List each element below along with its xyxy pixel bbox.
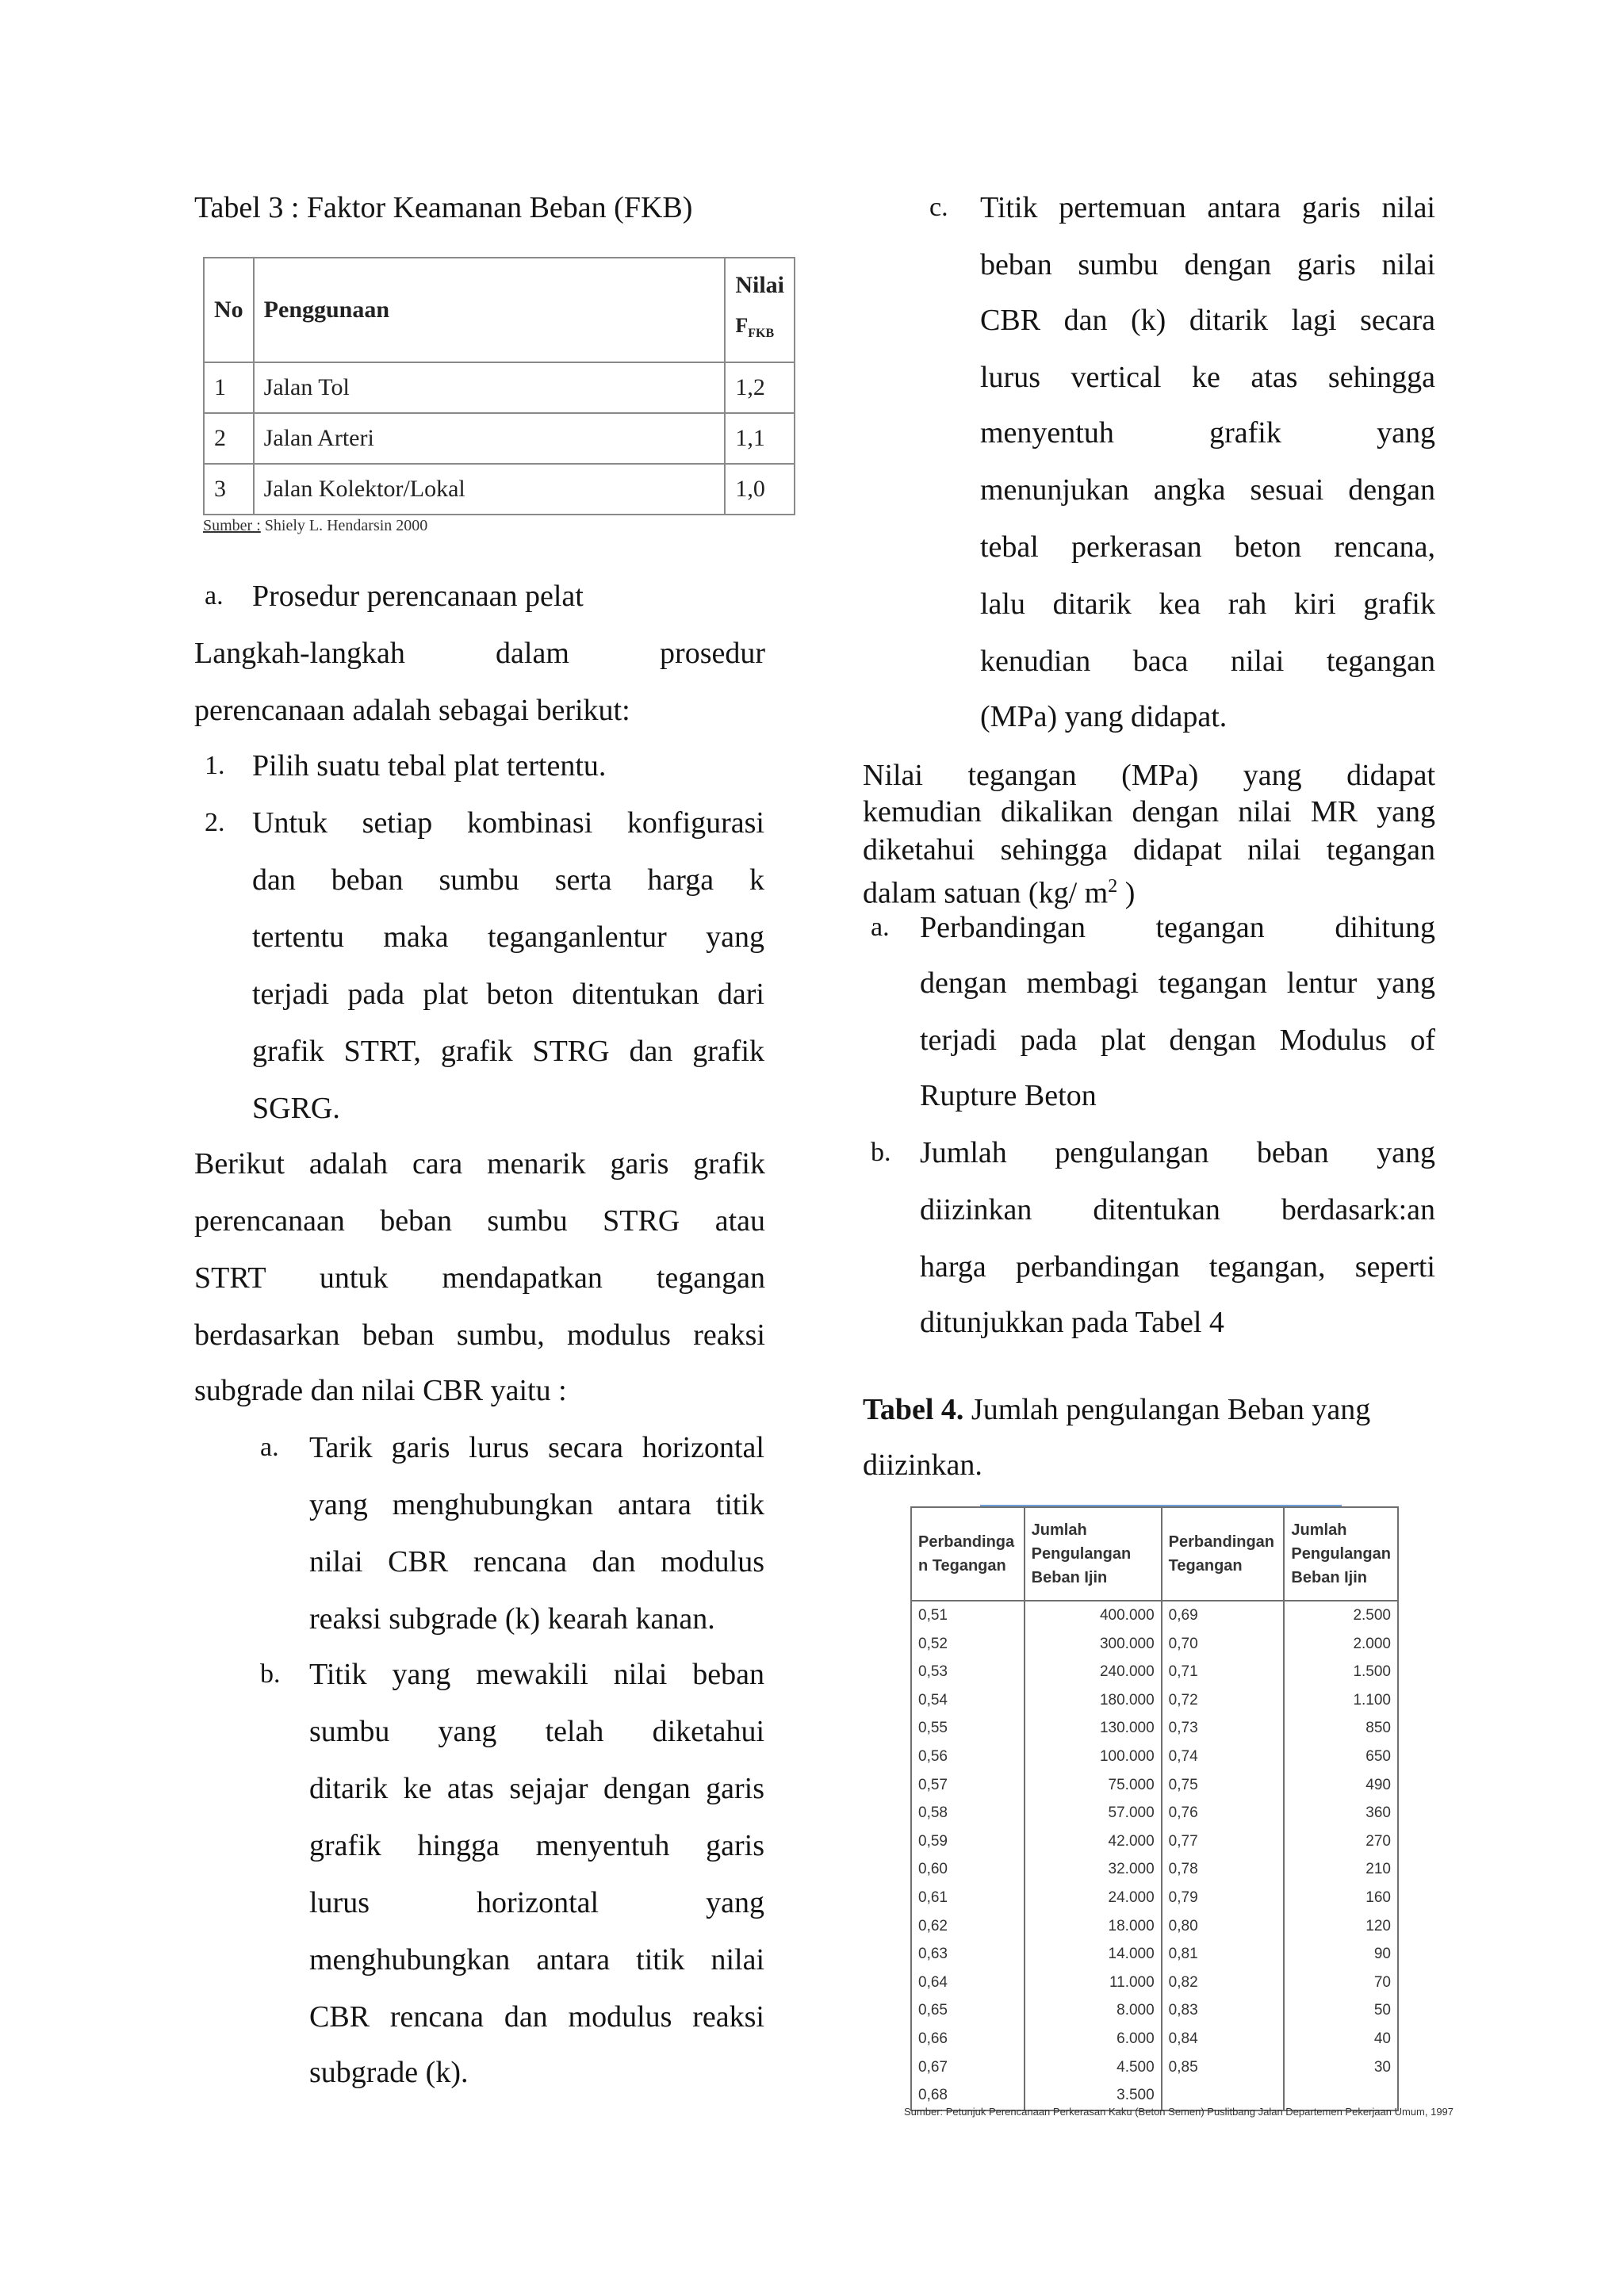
list-item: terjadi pada plat beton ditentukan dari bbox=[252, 978, 764, 1011]
table-row bbox=[911, 1996, 1398, 2025]
table-cell: 240.000 bbox=[1025, 1658, 1162, 1686]
table-cell: 0,63 bbox=[911, 1940, 1025, 1969]
table-cell: 160 bbox=[1284, 1884, 1398, 1912]
list-item: lalu ditarik kea rah kiri grafik bbox=[980, 587, 1435, 621]
list-item: Titik yang mewakili nilai beban bbox=[309, 1658, 764, 1691]
list-marker: b. bbox=[260, 1659, 281, 1689]
list-item: Perbandingan tegangan dihitung bbox=[920, 911, 1435, 944]
table-cell: 0,53 bbox=[911, 1658, 1025, 1686]
table3-caption: Tabel 3 : Faktor Keamanan Beban (FKB) bbox=[194, 191, 693, 224]
body-line: Langkah-langkah dalam prosedur bbox=[194, 637, 765, 670]
table-cell: 0,65 bbox=[911, 1996, 1025, 2025]
table-cell: 70 bbox=[1284, 1969, 1398, 1997]
body-line: perencanaan beban sumbu STRG atau bbox=[194, 1204, 765, 1238]
table-cell: 3.500 bbox=[1025, 2081, 1162, 2110]
list-item: (MPa) yang didapat. bbox=[980, 700, 1228, 733]
table4 bbox=[910, 1506, 1399, 2109]
list-item: kenudian baca nilai tegangan bbox=[980, 645, 1435, 678]
table-cell: 180.000 bbox=[1025, 1686, 1162, 1715]
table-cell: 0,68 bbox=[911, 2081, 1025, 2110]
list-item: tertentu maka teganganlentur yang bbox=[252, 920, 764, 954]
table-cell: 270 bbox=[1284, 1827, 1398, 1856]
table-cell: 0,62 bbox=[911, 1912, 1025, 1941]
list-item: grafik hingga menyentuh garis bbox=[309, 1829, 764, 1862]
table-cell: 0,67 bbox=[911, 2053, 1025, 2082]
table-cell: 0,57 bbox=[911, 1771, 1025, 1800]
list-item: menunjukan angka sesuai dengan bbox=[980, 473, 1435, 507]
table-cell: 0,73 bbox=[1162, 1714, 1285, 1743]
table-row: 3 Jalan Kolektor/Lokal 1,0 bbox=[204, 464, 795, 515]
body-line: subgrade dan nilai CBR yaitu : bbox=[194, 1374, 567, 1407]
table3-header-no: No bbox=[204, 258, 254, 362]
table3-header-use: Penggunaan bbox=[254, 258, 726, 362]
list-item: nilai CBR rencana dan modulus bbox=[309, 1545, 764, 1578]
list-item: harga perbandingan tegangan, seperti bbox=[920, 1250, 1435, 1284]
table-row bbox=[911, 1912, 1398, 1941]
table-cell: 0,71 bbox=[1162, 1658, 1285, 1686]
table-cell: 40 bbox=[1284, 2025, 1398, 2053]
table-row bbox=[911, 1855, 1398, 1884]
body-line: berdasarkan beban sumbu, modulus reaksi bbox=[194, 1318, 765, 1352]
table3-header-value: Nilai $F_{FKB}$ bbox=[725, 258, 795, 362]
table-row bbox=[911, 1714, 1398, 1743]
list-item: ditunjukkan pada Tabel 4 bbox=[920, 1306, 1224, 1339]
table-cell: 0,75 bbox=[1162, 1771, 1285, 1800]
list-item: terjadi pada plat dengan Modulus of bbox=[920, 1024, 1435, 1057]
table3 bbox=[203, 257, 795, 515]
table-cell: 75.000 bbox=[1025, 1771, 1162, 1800]
table-cell: 210 bbox=[1284, 1855, 1398, 1884]
list-item: Titik pertemuan antara garis nilai bbox=[980, 191, 1435, 224]
table-cell: 0,83 bbox=[1162, 1996, 1285, 2025]
list-item: lurus horizontal yang bbox=[309, 1886, 764, 1919]
table-row bbox=[911, 1686, 1398, 1715]
table-cell: 0,76 bbox=[1162, 1799, 1285, 1827]
table-cell: 0,64 bbox=[911, 1969, 1025, 1997]
table4-header-ratio-2: Perbandingan Tegangan bbox=[1162, 1507, 1285, 1601]
body-line: diketahui sehingga didapat nilai tegangan bbox=[863, 833, 1435, 867]
table-cell: 18.000 bbox=[1025, 1912, 1162, 1941]
body-line: dalam satuan (kg/ $m^2$ ) bbox=[863, 876, 1136, 910]
table-cell: 11.000 bbox=[1025, 1969, 1162, 1997]
list-item: ditarik ke atas sejajar dengan garis bbox=[309, 1772, 764, 1805]
table-cell: 30 bbox=[1284, 2053, 1398, 2082]
table4-header-repetitions-2: Jumlah Pengulangan Beban Ijin bbox=[1284, 1507, 1398, 1601]
list-marker: a. bbox=[260, 1433, 279, 1462]
table-cell: 0,59 bbox=[911, 1827, 1025, 1856]
body-line: Nilai tegangan (MPa) yang didapat bbox=[863, 759, 1435, 792]
table-cell: 2.000 bbox=[1284, 1630, 1398, 1659]
table-cell: 0,81 bbox=[1162, 1940, 1285, 1969]
table-cell: 400.000 bbox=[1025, 1601, 1162, 1630]
table-cell: 0,85 bbox=[1162, 2053, 1285, 2082]
table-cell: 0,80 bbox=[1162, 1912, 1285, 1941]
table-cell: 57.000 bbox=[1025, 1799, 1162, 1827]
table-row bbox=[911, 1799, 1398, 1827]
list-item: dan beban sumbu serta harga k bbox=[252, 863, 764, 897]
table-cell: 0,74 bbox=[1162, 1743, 1285, 1771]
list-item: sumbu yang telah diketahui bbox=[309, 1715, 764, 1748]
list-item: SGRG. bbox=[252, 1092, 340, 1125]
table-row bbox=[911, 1940, 1398, 1969]
list-item: Untuk setiap kombinasi konfigurasi bbox=[252, 806, 764, 840]
table-row bbox=[911, 1884, 1398, 1912]
list-item: CBR rencana dan modulus reaksi bbox=[309, 2000, 764, 2034]
list-item: reaksi subgrade (k) kearah kanan. bbox=[309, 1602, 715, 1636]
table-cell: 0,70 bbox=[1162, 1630, 1285, 1659]
table-cell: 0,79 bbox=[1162, 1884, 1285, 1912]
table-cell: 0,77 bbox=[1162, 1827, 1285, 1856]
table-row bbox=[911, 2053, 1398, 2082]
table-cell: 8.000 bbox=[1025, 1996, 1162, 2025]
table-cell: 130.000 bbox=[1025, 1714, 1162, 1743]
body-line: Berikut adalah cara menarik garis grafik bbox=[194, 1147, 765, 1181]
table-cell: 1.100 bbox=[1284, 1686, 1398, 1715]
table-row bbox=[911, 1743, 1398, 1771]
table3-source: Sumber : Shiely L. Hendarsin 2000 bbox=[203, 517, 428, 534]
list-item: beban sumbu dengan garis nilai bbox=[980, 248, 1435, 281]
list-item: Pilih suatu tebal plat tertentu. bbox=[252, 749, 607, 783]
table-row bbox=[911, 1658, 1398, 1686]
table-row bbox=[911, 1630, 1398, 1659]
table-row bbox=[911, 2025, 1398, 2053]
list-item: diizinkan ditentukan berdasark:an bbox=[920, 1193, 1435, 1226]
table-cell: 0,56 bbox=[911, 1743, 1025, 1771]
table-cell: 90 bbox=[1284, 1940, 1398, 1969]
table-cell: 0,66 bbox=[911, 2025, 1025, 2053]
list-item: CBR dan (k) ditarik lagi secara bbox=[980, 304, 1435, 337]
table-cell: 24.000 bbox=[1025, 1884, 1162, 1912]
table-cell: 0,72 bbox=[1162, 1686, 1285, 1715]
table-cell: 0,69 bbox=[1162, 1601, 1285, 1630]
table-row bbox=[911, 1771, 1398, 1800]
table-cell: 0,78 bbox=[1162, 1855, 1285, 1884]
table-cell: 360 bbox=[1284, 1799, 1398, 1827]
list-item: yang menghubungkan antara titik bbox=[309, 1488, 764, 1521]
list-marker: a. bbox=[205, 581, 224, 610]
table4-caption-line2: diizinkan. bbox=[863, 1448, 982, 1482]
list-item: Rupture Beton bbox=[920, 1079, 1097, 1112]
table-cell: 650 bbox=[1284, 1743, 1398, 1771]
table-row bbox=[911, 1601, 1398, 1630]
table-cell: 300.000 bbox=[1025, 1630, 1162, 1659]
list-marker: 2. bbox=[205, 808, 225, 837]
table-cell: 0,55 bbox=[911, 1714, 1025, 1743]
table4-caption: Tabel 4. Jumlah pengulangan Beban yang bbox=[863, 1393, 1371, 1426]
table-cell: 2.500 bbox=[1284, 1601, 1398, 1630]
table-row bbox=[911, 1969, 1398, 1997]
table-cell: 0,58 bbox=[911, 1799, 1025, 1827]
table-cell: 32.000 bbox=[1025, 1855, 1162, 1884]
table-cell: 6.000 bbox=[1025, 2025, 1162, 2053]
table-cell: 490 bbox=[1284, 1771, 1398, 1800]
table-cell: 50 bbox=[1284, 1996, 1398, 2025]
table-cell: 1.500 bbox=[1284, 1658, 1398, 1686]
list-marker: b. bbox=[871, 1138, 891, 1167]
list-item: Tarik garis lurus secara horizontal bbox=[309, 1431, 764, 1464]
list-marker: a. bbox=[871, 913, 890, 942]
list-item: dengan membagi tegangan lentur yang bbox=[920, 966, 1435, 1000]
body-line: STRT untuk mendapatkan tegangan bbox=[194, 1261, 765, 1295]
list-marker: 1. bbox=[205, 751, 225, 780]
table-cell: 0,84 bbox=[1162, 2025, 1285, 2053]
table-cell: 4.500 bbox=[1025, 2053, 1162, 2082]
list-item: menyentuh grafik yang bbox=[980, 416, 1435, 450]
table-cell: 0,82 bbox=[1162, 1969, 1285, 1997]
table4-header-repetitions: Jumlah Pengulangan Beban Ijin bbox=[1025, 1507, 1162, 1601]
table-cell: 0,51 bbox=[911, 1601, 1025, 1630]
table-cell: 0,60 bbox=[911, 1855, 1025, 1884]
table-cell: 14.000 bbox=[1025, 1940, 1162, 1969]
table-cell: 42.000 bbox=[1025, 1827, 1162, 1856]
table-row bbox=[911, 1827, 1398, 1856]
list-item: lurus vertical ke atas sehingga bbox=[980, 361, 1435, 394]
table-row: 1 Jalan Tol 1,2 bbox=[204, 362, 795, 413]
list-item: Jumlah pengulangan beban yang bbox=[920, 1136, 1435, 1169]
table-cell: 100.000 bbox=[1025, 1743, 1162, 1771]
list-item: grafik STRT, grafik STRG dan grafik bbox=[252, 1035, 764, 1068]
body-line: perencanaan adalah sebagai berikut: bbox=[194, 694, 630, 727]
section-heading: Prosedur perencanaan pelat bbox=[252, 580, 584, 613]
table-cell: 850 bbox=[1284, 1714, 1398, 1743]
list-item: menghubungkan antara titik nilai bbox=[309, 1943, 764, 1976]
table-cell: 0,52 bbox=[911, 1630, 1025, 1659]
list-marker: c. bbox=[929, 193, 948, 222]
table4-source: Sumber: Petunjuk Perencanaan Perkerasan Kaku (Beton Semen) Puslitbang Jalan Departemen Pekerjaan Umum, 1997 bbox=[904, 2106, 1454, 2118]
table-row: 2 Jalan Arteri 1,1 bbox=[204, 413, 795, 464]
body-line: kemudian dikalikan dengan nilai MR yang bbox=[863, 795, 1435, 828]
table-cell: 120 bbox=[1284, 1912, 1398, 1941]
table4-header-ratio: Perbandinga n Tegangan bbox=[911, 1507, 1025, 1601]
list-item: tebal perkerasan beton rencana, bbox=[980, 530, 1435, 564]
list-item: subgrade (k). bbox=[309, 2056, 469, 2089]
table-cell: 0,61 bbox=[911, 1884, 1025, 1912]
table-cell: 0,54 bbox=[911, 1686, 1025, 1715]
